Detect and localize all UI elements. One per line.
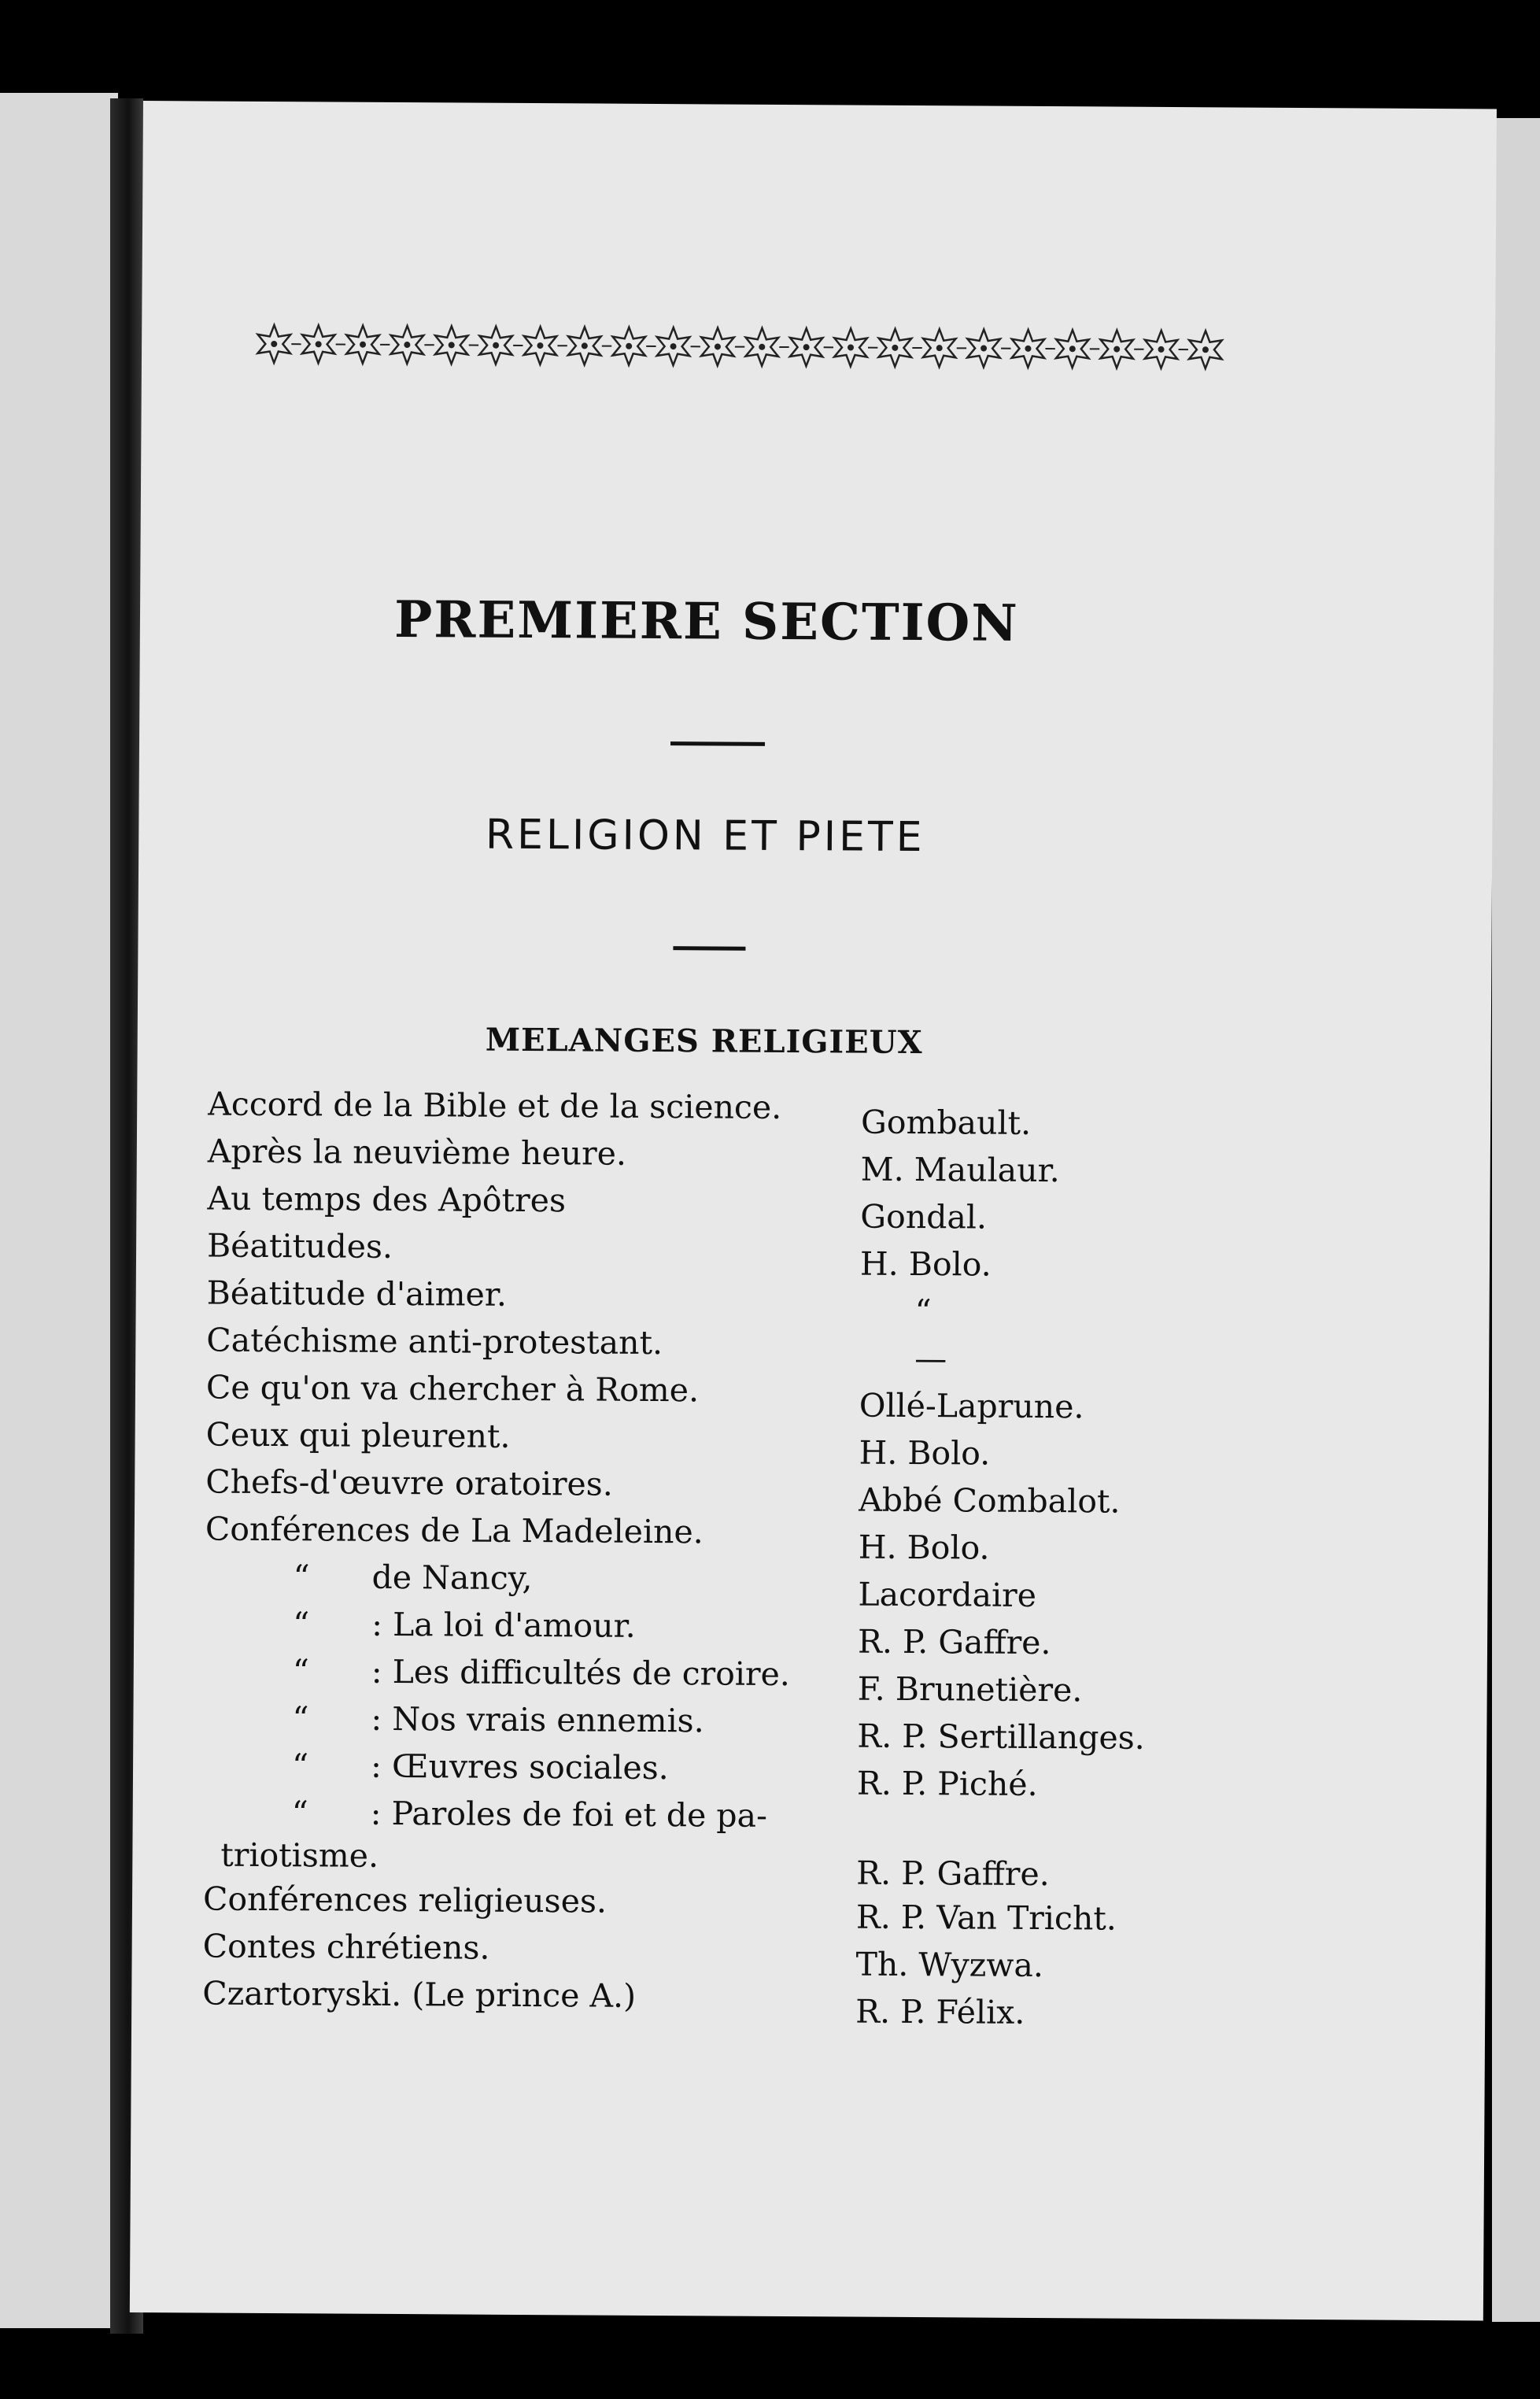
entry-title: Au temps des Apôtres bbox=[207, 1179, 567, 1220]
catalog-entry bbox=[205, 1558, 1306, 1612]
entry-title: Contes chrétiens. bbox=[202, 1927, 490, 1967]
entry-author-ditto: “ bbox=[914, 1292, 932, 1331]
ditto-mark: “ bbox=[293, 1558, 310, 1596]
entry-author: M. Maulaur. bbox=[860, 1150, 1060, 1190]
entry-title: Béatitudes. bbox=[206, 1226, 393, 1266]
page-edge-right bbox=[1492, 118, 1540, 2322]
catalog-entry bbox=[207, 1132, 1309, 1190]
ditto-mark: “ bbox=[292, 1652, 309, 1691]
catalog-entry bbox=[204, 1747, 1305, 1801]
ornament-star-icon bbox=[524, 327, 567, 364]
catalog-entry bbox=[205, 1415, 1307, 1473]
ornament-star-icon bbox=[967, 329, 1010, 367]
catalog-entry bbox=[205, 1368, 1308, 1426]
entry-author: Lacordaire bbox=[858, 1575, 1037, 1614]
catalog-entry bbox=[207, 1274, 1309, 1329]
catalog-entry bbox=[206, 1321, 1308, 1376]
entry-title bbox=[292, 1699, 921, 1741]
ornament-star-icon bbox=[390, 326, 434, 364]
entry-title: Conférences de La Madeleine. bbox=[205, 1510, 704, 1551]
ditto-mark: “ bbox=[292, 1699, 309, 1738]
entry-author: R. P. Gaffre. bbox=[856, 1854, 1050, 1894]
entry-title: Ce qu'on va chercher à Rome. bbox=[205, 1368, 700, 1410]
entry-title-text: : Les difficultés de croire. bbox=[371, 1652, 791, 1694]
ornament-star-icon bbox=[479, 327, 523, 364]
ornament-star-icon bbox=[657, 327, 700, 365]
entry-title: Catéchisme anti-protestant. bbox=[206, 1321, 663, 1362]
entry-title: Conférences religieuses. bbox=[202, 1880, 608, 1920]
entry-author: H. Bolo. bbox=[859, 1433, 991, 1473]
catalog-entry bbox=[205, 1652, 1306, 1710]
ornament-star-icon bbox=[435, 326, 478, 364]
entry-title: Ceux qui pleurent. bbox=[205, 1415, 511, 1455]
entry-author: F. Brunetière. bbox=[857, 1669, 1083, 1710]
ornament-star-icon bbox=[1145, 331, 1188, 368]
ornament-star-icon bbox=[878, 329, 921, 367]
section-title: PREMIERE SECTION bbox=[393, 590, 1020, 653]
entry-title: Accord de la Bible et de la science. bbox=[208, 1085, 782, 1126]
ditto-mark: “ bbox=[293, 1605, 310, 1643]
catalog-entry bbox=[207, 1180, 1309, 1234]
entry-title bbox=[293, 1558, 922, 1599]
catalog-entry bbox=[205, 1510, 1307, 1565]
ornament-star-icon bbox=[1056, 330, 1099, 368]
entry-title bbox=[293, 1605, 922, 1647]
entry-author: Th. Wyzwa. bbox=[855, 1945, 1044, 1985]
ornament-star-icon bbox=[790, 328, 833, 366]
ornament-star-icon bbox=[1012, 330, 1055, 368]
ornament-star-icon bbox=[346, 326, 390, 364]
ornament-star-icon bbox=[834, 328, 877, 366]
ornament-star-icon bbox=[257, 325, 301, 363]
book-page bbox=[130, 101, 1497, 2320]
entry-author: H. Bolo. bbox=[859, 1244, 992, 1284]
ornament-star-icon bbox=[701, 327, 744, 365]
divider-rule bbox=[670, 741, 765, 746]
ornament-star-icon bbox=[612, 327, 656, 365]
catalog-entry bbox=[202, 1880, 1305, 1938]
catalog-entry bbox=[204, 1699, 1305, 1757]
entry-title bbox=[293, 1652, 922, 1694]
entry-title: Chefs-d'œuvre oratoires. bbox=[205, 1462, 613, 1503]
ornament-star-icon bbox=[302, 325, 345, 363]
entry-title-text: : La loi d'amour. bbox=[371, 1605, 636, 1645]
entry-author: H. Bolo. bbox=[858, 1528, 990, 1567]
catalog-entry bbox=[205, 1605, 1306, 1662]
ditto-mark: “ bbox=[291, 1794, 308, 1832]
ornament-star-icon bbox=[1189, 331, 1222, 368]
facing-page-edge bbox=[0, 93, 118, 2328]
entry-title-text: de Nancy, bbox=[371, 1558, 533, 1598]
entry-title: Czartoryski. (Le prince A.) bbox=[202, 1974, 637, 2015]
entry-author: R. P. Piché. bbox=[856, 1764, 1038, 1803]
catalog-entry bbox=[202, 1927, 1304, 1985]
ornament-star-icon bbox=[1100, 330, 1143, 368]
decorative-star-border bbox=[252, 320, 1228, 374]
entry-author: R. P. Félix. bbox=[855, 1992, 1025, 2031]
entry-author: R. P. Gaffre. bbox=[857, 1622, 1051, 1662]
entry-author: Gondal. bbox=[860, 1197, 988, 1236]
catalog-entry bbox=[202, 1975, 1304, 2029]
section-subtitle: RELIGION ET PIETE bbox=[485, 811, 925, 862]
entry-title-continuation: triotisme. bbox=[220, 1835, 379, 1875]
entry-author: R. P. Sertillanges. bbox=[857, 1717, 1145, 1757]
entry-author: Ollé-Laprune. bbox=[859, 1386, 1084, 1426]
entry-author: Gombault. bbox=[860, 1103, 1032, 1142]
catalog-entries bbox=[202, 1085, 1309, 2029]
entry-title: Après la neuvième heure. bbox=[207, 1132, 627, 1173]
catalog-entry bbox=[206, 1226, 1309, 1284]
entry-author: Abbé Combalot. bbox=[859, 1480, 1121, 1521]
catalog-entry bbox=[208, 1085, 1309, 1140]
ornament-star-icon bbox=[568, 327, 611, 364]
entry-title: Béatitude d'aimer. bbox=[206, 1273, 508, 1314]
category-heading: MELANGES RELIGIEUX bbox=[485, 1021, 923, 1062]
ornament-star-icon bbox=[745, 328, 788, 366]
divider-rule bbox=[673, 946, 745, 951]
ditto-mark: “ bbox=[291, 1747, 309, 1785]
entry-title-text: : Paroles de foi et de pa- bbox=[370, 1794, 768, 1835]
entry-title bbox=[220, 1794, 921, 1878]
ornament-star-icon bbox=[923, 329, 966, 367]
entry-author: R. P. Van Tricht. bbox=[855, 1898, 1117, 1938]
entry-author-dash: — bbox=[914, 1340, 947, 1378]
entry-title-text: : Œuvres sociales. bbox=[370, 1747, 669, 1787]
entry-title bbox=[292, 1747, 921, 1788]
catalog-entry bbox=[203, 1794, 1305, 1894]
entry-title-text: : Nos vrais ennemis. bbox=[371, 1699, 704, 1740]
catalog-entry bbox=[205, 1462, 1307, 1521]
